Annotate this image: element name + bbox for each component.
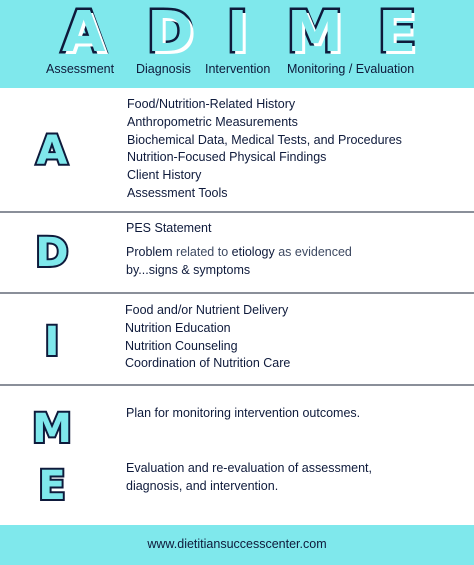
header-label-assessment: Assessment [46,62,115,76]
list-item: Food and/or Nutrient Delivery [125,303,289,317]
intervention-list [125,302,290,373]
list-item: Nutrition Counseling [125,338,238,353]
monitoring-letter: M [32,406,72,452]
header-label-diagnosis: Diagnosis [136,62,191,76]
monitoring-text: Plan for monitoring intervention outcomes. [126,406,361,420]
list-item: Anthropometric Measurements [127,114,298,129]
assessment-letter: A [36,128,68,174]
pes-statement-text [126,244,446,280]
list-item: Biochemical Data, Medical Tests, and Procedures [127,132,402,147]
section-divider [0,211,474,213]
list-item: Client History [127,168,202,183]
pes-as-evidenced: as evidenced [278,245,352,259]
pes-statement-title: PES Statement [126,221,212,235]
section-divider [0,384,474,386]
assessment-list [127,96,402,203]
header-banner [0,0,474,88]
list-item: Nutrition Education [125,320,231,335]
section-divider [0,292,474,294]
intervention-letter: I [44,319,60,365]
header-label-monitoring-evaluation: Monitoring / Evaluation [287,62,415,76]
pes-related-to: related to [176,245,229,259]
header-label-intervention: Intervention [205,62,271,76]
header-letter-d: D [147,0,194,65]
diagnosis-letter: D [35,230,69,276]
evaluation-text [126,460,372,496]
list-item: Coordination of Nutrition Care [125,356,291,371]
header-letter-a: A [62,0,106,65]
evaluation-letter: E [38,463,66,509]
footer-banner [0,525,474,565]
header-letter-m: M [287,0,343,65]
list-item: Assessment Tools [127,185,228,200]
pes-signs-symptoms: by...signs & symptoms [126,262,251,277]
evaluation-line: diagnosis, and intervention. [126,478,279,493]
pes-problem: Problem [126,245,173,259]
list-item: Nutrition-Focused Physical Findings [127,150,327,165]
header-letter-i: I [227,0,248,65]
list-item: Food/Nutrition-Related History [127,97,296,111]
evaluation-line: Evaluation and re-evaluation of assessment, [126,461,372,475]
pes-etiology: etiology [231,245,275,259]
header-letter-e: E [378,0,417,65]
footer-url-link[interactable]: www.dietitiansuccesscenter.com [147,537,327,551]
